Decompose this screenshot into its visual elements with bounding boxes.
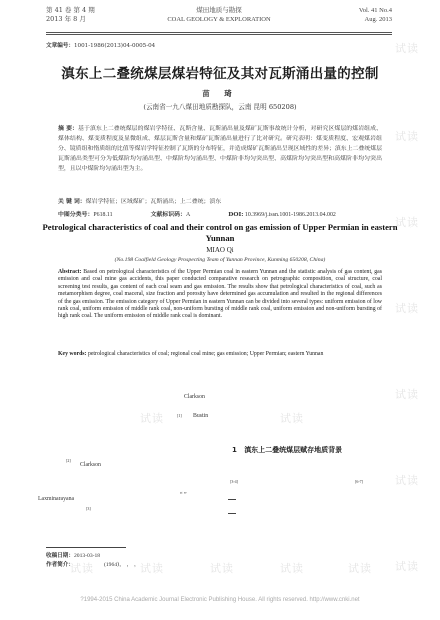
abstract-cn-text: 基于滇东上二叠统煤层的煤岩学特征、瓦斯含量、瓦斯涌出量及煤矿瓦斯事故统计分析，对研究区煤层的煤岩组成、煤体结构、煤变质程度及显微组成、煤层瓦斯含量和煤矿瓦斯涌出量进行了比对研究。研究表明：煤变质程度、宏观煤岩组分、镜质组和惰质组的比值等煤岩学特征控制了瓦斯的分布特征，并造成煤矿瓦斯涌出呈现区域性的差异；滇东上二叠统煤层瓦斯涌出类型可分为低煤阶均匀涌出型、中煤阶均匀涌出型、中煤阶非均匀突出型、高煤阶均匀突出型和高煤阶非均匀突出型，且以中煤阶均匀涌出型为主。 bbox=[58, 126, 382, 172]
author-cn: 苗 琦 bbox=[202, 89, 238, 98]
body-fragment-clarkson: Clarkson bbox=[184, 394, 205, 400]
affiliation-en: (No.198 Coalfield Geology Prospecting Team of Yunnan Province, Kunming 650208, China) bbox=[114, 257, 326, 263]
dash-mark bbox=[228, 513, 236, 514]
keywords-cn-label: 关 键 词： bbox=[58, 198, 86, 205]
citation-ref1: [1] bbox=[177, 413, 182, 418]
author-bio-tail: )， ， ， bbox=[117, 562, 140, 568]
body-fragment-ref3 bbox=[86, 506, 91, 515]
copyright-footer: ?1994-2015 China Academic Journal Electronic Publishing House. All rights reserved. http://www.cnki.net bbox=[80, 597, 360, 603]
footnote-author bbox=[46, 560, 140, 568]
citation-ref34: [3-4] bbox=[230, 479, 238, 484]
body-fragment-ref67 bbox=[355, 479, 363, 488]
keywords-en-label: Key words: bbox=[58, 351, 87, 357]
watermark: 试读 bbox=[140, 412, 164, 425]
body-fragment-quotes: “ ” bbox=[180, 492, 187, 498]
doc-code-label: 文献标识码： bbox=[150, 211, 186, 218]
header-date-en: Aug. 2013 bbox=[364, 16, 392, 23]
watermark: 试读 bbox=[395, 42, 419, 55]
header-journal-cn: 煤田地质与勘探 bbox=[196, 6, 242, 14]
watermark: 试读 bbox=[70, 562, 94, 575]
header-volume-issue-cn: 第 41 卷 第 4 期 bbox=[46, 6, 95, 14]
affiliation-cn: (云南省一九八煤田地质勘探队，云南 昆明 650208) bbox=[143, 103, 297, 111]
dash-mark bbox=[228, 499, 236, 500]
doc-code-value: A bbox=[185, 212, 191, 218]
citation-ref67: [6-7] bbox=[355, 479, 363, 484]
header-journal-en: COAL GEOLOGY & EXPLORATION bbox=[167, 16, 271, 23]
article-number-value: 1001-1986(2013)04-0005-04 bbox=[73, 43, 156, 49]
abstract-cn-label: 摘 要： bbox=[58, 125, 79, 132]
abstract-cn bbox=[58, 124, 382, 174]
clc-value: P618.11 bbox=[93, 212, 113, 218]
watermark: 试读 bbox=[395, 302, 419, 315]
watermark: 试读 bbox=[280, 562, 304, 575]
body-fragment-bustin: Bustin bbox=[193, 413, 209, 419]
body-fragment-laxminarayana: Laxminarayana bbox=[38, 496, 75, 502]
abstract-en-label: Abstract: bbox=[58, 269, 82, 275]
header-center bbox=[46, 6, 392, 24]
footnote-rule bbox=[46, 547, 126, 548]
watermark: 试读 bbox=[280, 412, 304, 425]
watermark: 试读 bbox=[395, 474, 419, 487]
clc-label: 中图分类号： bbox=[58, 211, 94, 218]
header-right bbox=[359, 6, 392, 24]
watermark: 试读 bbox=[395, 216, 419, 229]
article-number bbox=[46, 41, 155, 49]
classification-line bbox=[58, 209, 382, 218]
body-fragment-ref2 bbox=[66, 458, 71, 467]
body-fragment-clarkson-left: Clarkson bbox=[80, 462, 101, 468]
section-heading bbox=[232, 445, 342, 455]
keywords-en-text: petrological characteristics of coal; regional coal mine; gas emission; Upper Permian; eastern Yunnan bbox=[87, 351, 324, 357]
watermark: 试读 bbox=[210, 562, 234, 575]
watermark: 试读 bbox=[348, 562, 372, 575]
keywords-cn bbox=[58, 197, 382, 207]
author-birth-year: (1964 bbox=[103, 562, 118, 568]
abstract-en-text: Based on petrological characteristics of the Upper Permian coal in eastern Yunnan and the statistic analysis of gas content, gas emission and coal mine gas accidents, this paper conducted comparative research on petrographic composition, coal structure, coal screening test results, gas content of each coal seam and gas emission. The results show that petrological characteristics of coal, such as metamorphism degree, coal maceral, size fraction and porosity have determined gas accumulation and resulted in the regional differences of the gas emission. The emission category of Upper Permian in eastern Yunnan can be divided into several types: uniform emission of low rank coal, uniform emission of middle rank coal, non-uniform bursting of middle rank coal, uniform emission and non-uniform bursting of high rank coal. The uniform emission of middle rank coal is dominant. bbox=[58, 269, 382, 320]
footnote-received bbox=[46, 551, 100, 559]
keywords-cn-text: 煤岩学特征；区域煤矿；瓦斯涌出；上二叠统；滇东 bbox=[85, 199, 222, 205]
watermark: 试读 bbox=[140, 562, 164, 575]
header-date-cn: 2013 年 8 月 bbox=[46, 15, 86, 23]
title-en: Petrological characteristics of coal and their control on gas emission of Upper Permian in eastern Yunnan bbox=[42, 222, 398, 243]
author-bio-label: 作者简介： bbox=[46, 562, 74, 568]
author-en: MIAO Qi bbox=[206, 246, 234, 254]
watermark: 试读 bbox=[395, 388, 419, 401]
watermark: 试读 bbox=[395, 560, 419, 573]
doi-value: 10.3969/j.issn.1001-1986.2013.04.002 bbox=[244, 212, 336, 218]
article-number-label: 文章编号： bbox=[46, 43, 74, 49]
header-rule bbox=[46, 34, 392, 35]
doi-label: DOI: bbox=[228, 211, 244, 218]
citation-ref3: [3] bbox=[86, 506, 91, 511]
citation-ref2: [2] bbox=[66, 458, 71, 463]
title-cn: 滇东上二叠统煤层煤岩特征及其对瓦斯涌出量的控制 bbox=[61, 66, 379, 82]
watermark: 试读 bbox=[395, 130, 419, 143]
body-fragment-ref1 bbox=[177, 413, 182, 422]
keywords-en bbox=[58, 351, 382, 358]
received-date: 2013-03-18 bbox=[73, 553, 101, 559]
body-fragment-ref34 bbox=[230, 479, 238, 488]
section-number: 1 bbox=[232, 446, 237, 454]
abstract-en bbox=[58, 269, 382, 321]
section-title: 滇东上二叠统煤层赋存地质背景 bbox=[244, 446, 343, 454]
header-rule bbox=[46, 32, 392, 33]
header-volume-issue-en: Vol. 41 No.4 bbox=[358, 7, 392, 14]
received-label: 收稿日期： bbox=[46, 553, 74, 559]
